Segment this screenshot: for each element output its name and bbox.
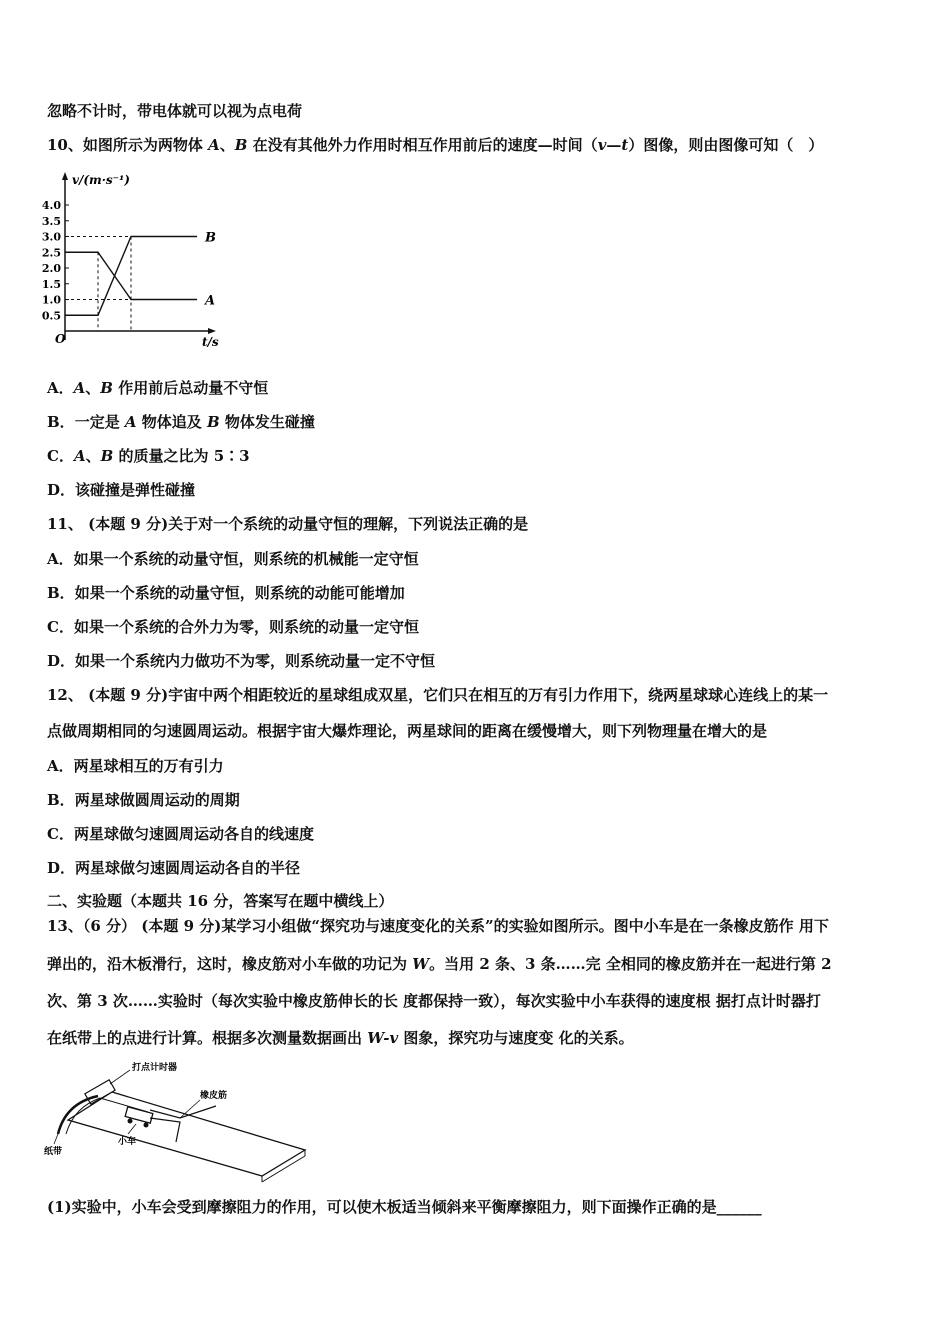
q11-option-c	[47, 616, 419, 638]
q13-var-w: W	[412, 955, 430, 973]
q10-stem	[47, 134, 823, 156]
q12-option-b	[47, 789, 240, 811]
y-tick-label: 0.5	[41, 309, 61, 323]
label-cart: 小车	[118, 1137, 137, 1147]
cart-wheel	[128, 1119, 133, 1124]
option-letter: A．	[47, 757, 74, 775]
y-tick-label: 4.0	[41, 199, 61, 212]
q13-line3: 次、第 3 次……实验时（每次实验中橡皮筋伸长的长 度都保持一致），每次实验中小车获得的速度根 据打点计时器打	[47, 992, 821, 1010]
q13-line4-post: 图象，探究功与速度变 化的关系。	[398, 1029, 634, 1047]
y-axis-arrow	[62, 172, 68, 180]
q10-var-b: B	[234, 136, 248, 154]
option-letter: D．	[47, 481, 76, 499]
option-text-part: 物体追及	[136, 413, 208, 431]
q10-option-b	[47, 411, 315, 433]
q13-line2-pre: 弹出的，沿木板滑行，这时，橡皮筋对小车做的功记为	[47, 955, 413, 973]
wooden-board	[68, 1092, 305, 1176]
q10-option-d	[47, 479, 195, 501]
x-axis-arrow	[208, 328, 216, 334]
q11-option-b	[47, 582, 405, 604]
option-letter: C．	[47, 825, 74, 843]
q13-sub1: (1)实验中，小车会受到摩擦阻力的作用，可以使木板适当倾斜来平衡摩擦阻力，则下面操作正确的是______	[47, 1198, 762, 1216]
q13-line2	[47, 953, 832, 975]
option-text-part: 物体发生碰撞	[219, 413, 315, 431]
q10-option-c	[47, 445, 250, 467]
option-text-part: 该碰撞是弹性碰撞	[75, 481, 196, 499]
option-letter: B．	[47, 584, 75, 602]
q11-option-d	[47, 650, 435, 672]
q12-option-a	[47, 755, 224, 777]
option-letter: B．	[47, 413, 75, 431]
q10-sep: 、	[219, 136, 235, 154]
option-text: 如果一个系统的动量守恒，则系统的机械能一定守恒	[73, 550, 419, 568]
intro-line: 忽略不计时，带电体就可以视为点电荷	[47, 102, 303, 120]
q10-dash: —	[606, 136, 622, 154]
option-text-part: 作用前后总动量不守恒	[112, 379, 269, 397]
experiment-figure	[40, 1058, 320, 1183]
label-tape: 纸带	[44, 1147, 63, 1157]
option-text: 两星球做匀速圆周运动各自的半径	[75, 859, 301, 877]
q11-stem: 11、 (本题 9 分)关于对一个系统的动量守恒的理解，下列说法正确的是	[47, 515, 529, 533]
option-text-part: 、	[85, 379, 101, 397]
q12-stem-line1: 12、 (本题 9 分)宇宙中两个相距较近的星球组成双星，它们只在相互的万有引力作用下，绕两星球球心连线上的某一	[47, 686, 829, 704]
option-text: 如果一个系统的动量守恒，则系统的动能可能增加	[74, 584, 405, 602]
q12-option-d	[47, 857, 300, 879]
option-text-part: 一定是	[74, 413, 125, 431]
cart-wheel	[144, 1123, 149, 1128]
option-letter: C．	[47, 618, 74, 636]
q10-stem-pre: 10、如图所示为两物体	[47, 136, 209, 154]
q10-option-a	[47, 377, 268, 399]
q11-option-a	[47, 548, 419, 570]
q13-line2-post: 。当用 2 条、3 条……完 全相同的橡皮筋并在一起进行第 2	[429, 955, 832, 973]
option-text: 两星球做圆周运动的周期	[74, 791, 240, 809]
option-text-part: 的质量之比为 5∶3	[113, 447, 250, 465]
q10-var-v: v	[597, 136, 607, 154]
label-rubber: 橡皮筋	[200, 1091, 228, 1101]
option-letter: A．	[47, 379, 74, 397]
option-text: 两星球做匀速圆周运动各自的线速度	[73, 825, 314, 843]
label-timer: 打点计时器	[132, 1063, 178, 1073]
option-letter: C．	[47, 447, 74, 465]
y-tick-label: 3.5	[41, 214, 61, 228]
y-axis-label: v/(m·s⁻¹)	[72, 173, 130, 187]
q10-var-t: t	[621, 136, 629, 154]
option-letter: D．	[47, 859, 76, 877]
pointer-timer	[110, 1070, 130, 1084]
option-text-part: B	[207, 413, 220, 431]
option-letter: B．	[47, 791, 75, 809]
q12-stem-line2: 点做周期相同的匀速圆周运动。根据宇宙大爆炸理论，两星球间的距离在缓慢增大，则下列物理量在增大的是	[47, 722, 768, 740]
q10-stem-mid: 在没有其他外力作用时相互作用前后的速度—时间（	[247, 136, 598, 154]
q10-var-a: A	[208, 136, 220, 154]
origin-label: O	[55, 332, 66, 346]
vt-chart	[40, 168, 240, 358]
option-letter: A．	[47, 550, 74, 568]
y-tick-label: 3.0	[41, 230, 61, 244]
series-a-label: A	[205, 293, 216, 309]
option-text-part: A	[73, 379, 86, 397]
option-text-part: A	[73, 447, 86, 465]
series-b-label: B	[205, 230, 216, 246]
q13-var-wv: W-v	[367, 1029, 399, 1047]
option-text-part: B	[100, 379, 113, 397]
option-text: 如果一个系统内力做功不为零，则系统动量一定不守恒	[75, 652, 436, 670]
q13-line1: 13、（6 分） (本题 9 分)某学习小组做“探究功与速度变化的关系”的实验如图所示。图中小车是在一条橡皮筋作 用下	[47, 917, 829, 935]
option-text-part: B	[100, 447, 114, 465]
y-tick-label: 1.5	[41, 277, 61, 291]
y-tick-label: 2.5	[41, 246, 61, 260]
option-text: 两星球相互的万有引力	[73, 757, 224, 775]
section-heading: 二、实验题（本题共 16 分，答案写在题中横线上）	[47, 892, 394, 910]
q10-stem-post: ）图像，则由图像可知（ ）	[628, 136, 824, 154]
x-axis-label: t/s	[202, 335, 219, 349]
y-tick-label: 1.0	[41, 293, 61, 307]
option-letter: D．	[47, 652, 76, 670]
q13-line4	[47, 1027, 634, 1049]
q13-line4-pre: 在纸带上的点进行计算。根据多次测量数据画出	[47, 1029, 368, 1047]
pointer-tape	[54, 1134, 58, 1144]
y-tick-label: 2.0	[41, 262, 61, 275]
option-text-part: A	[124, 413, 137, 431]
q12-option-c	[47, 823, 314, 845]
option-text: 如果一个系统的合外力为零，则系统的动量一定守恒	[73, 618, 419, 636]
option-text-part: 、	[85, 447, 101, 465]
